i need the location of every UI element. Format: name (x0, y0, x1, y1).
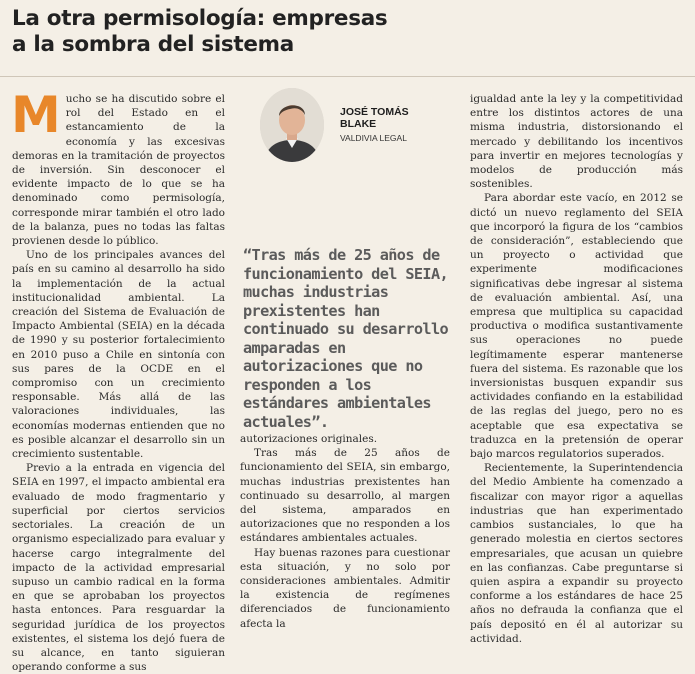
body-column-2 (240, 432, 450, 631)
body-paragraph: Uno de los principales avances del país en su camino al desarrollo ha sido la implementación de la actual institucionalidad ambiental. La creación del Sistema de Evaluación de Impacto Ambiental (SEIA) en la década de 1990 y su posterior fortalecimiento en 2010 puso a Chile en sintonía con sus pares de la OCDE en el compromiso con un crecimiento responsable. Más allá de las valoraciones individuales, las economías modernas entienden que no es posible alcanzar el desarrollo sin un crecimiento sustentable. (12, 249, 225, 461)
body-paragraph: Para abordar este vacío, en 2012 se dictó un nuevo reglamento del SEIA que incorporó la figura de los “cambios de consideración”, estableciendo que un proyecto o actividad que experimente modificaciones significativas debe ingresar al sistema de evaluación ambiental. Así, una empresa que multiplica su capacidad productiva o modifica sustantivamente sus operaciones no puede legítimamente esperar mantenerse fuera del sistema. Es razonable que los inversionistas busquen expandir sus actividades confiando en la estabilidad de las reglas del juego, pero no es aceptable que esa expectativa se traduzca en la pretensión de operar bajo marcos regulatorios superados. (470, 192, 683, 461)
body-paragraph: Hay buenas razones para cuestionar esta situación, y no solo por consideraciones ambientales. Admitir la existencia de regímenes diferenciados de funcionamiento afecta la (240, 546, 450, 630)
author-name: JOSÉ TOMÁS BLAKE (340, 106, 409, 130)
author-photo (260, 88, 324, 162)
body-paragraph: Previo a la entrada en vigencia del SEIA en 1997, el impacto ambiental era evaluado de modo fragmentario y superficial por ciertos servicios sectoriales. La creación de un organismo especializado para evaluar y hacerse cargo integralmente del impacto de la actividad empresarial supuso un cambio radical en la forma en que se aprobaban los proyectos hasta entonces. Para resguardar la seguridad jurídica de los proyectos existentes, el sistema los dejó fuera de su alcance, en tanto siguieran operando conforme a sus (12, 462, 225, 674)
body-column-3 (470, 92, 683, 646)
article-title (12, 6, 452, 58)
body-paragraph: Recientemente, la Superintendencia del Medio Ambiente ha comenzado a fiscalizar con mayor rigor a aquellas industrias que han experimentado cambios sustanciales, lo que ha generado molestia en ciertos sectores empresariales, que acusan un quiebre en las confianzas. Cabe preguntarse si quien aspira a expandir su proyecto conforme a los estándares de hace 25 años no defrauda la confianza que el país depositó en él al autorizar su actividad. (470, 462, 683, 645)
author-byline (340, 106, 460, 144)
article-title-line-1: La otra permisología: empresas (12, 6, 388, 31)
body-paragraph: Mucho se ha discutido sobre el rol del Estado en el estancamiento de la economía y las excesivas demoras en la tramitación de proyectos de inversión. Sin desconocer el evidente impacto de lo que se ha denominado como permisología, corresponde mirar también el otro lado de la balanza, pues no todas las faltas provienen desde lo público. (11, 86, 225, 248)
header-divider (0, 76, 695, 77)
body-paragraph: Tras más de 25 años de funcionamiento del SEIA, sin embargo, muchas industrias prexistentes han continuado su desarrollo, al margen del sistema, amparados en autorizaciones que no responden a los estándares ambientales actuales. (240, 447, 450, 545)
body-paragraph: igualdad ante la ley y la competitividad entre los distintos actores de una misma industria, distorsionando el mercado y debilitando los incentivos para invertir en mejores tecnologías y modelos de producción más sostenibles. (470, 93, 683, 191)
body-column-1 (11, 86, 225, 674)
pull-quote: “Tras más de 25 años de funcionamiento del SEIA, muchas industrias prexistentes han continuado su desarrollo amparadas en autorizaciones que no responden a los estándares ambientales actuales”. (243, 246, 449, 431)
drop-cap: M (11, 86, 61, 144)
body-paragraph: autorizaciones originales. (240, 433, 378, 445)
author-organization: VALDIVIA LEGAL (340, 133, 407, 143)
article-title-line-2: a la sombra del sistema (12, 32, 294, 57)
